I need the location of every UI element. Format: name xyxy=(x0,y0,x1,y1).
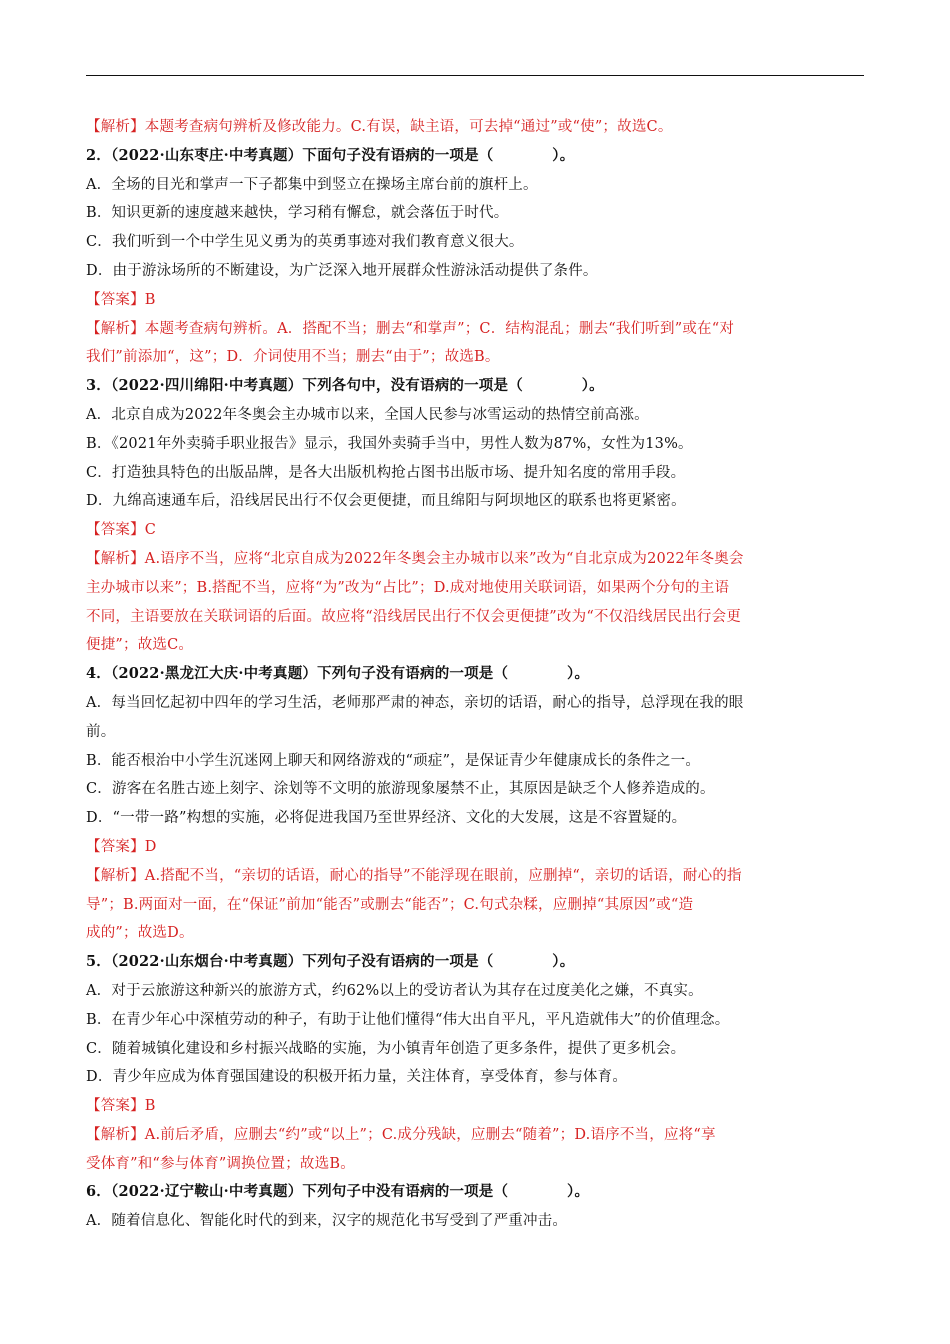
question-stem: 5．（2022·山东烟台·中考真题）下列句子没有语病的一项是（ ）。 xyxy=(86,953,575,971)
option-line: A．北京自成为2022年冬奥会主办城市以来，全国人民参与冰雪运动的热情空前高涨。 xyxy=(86,406,649,423)
answer-line: 便捷”；故选C。 xyxy=(86,637,194,654)
option-line: A．随着信息化、智能化时代的到来，汉字的规范化书写受到了严重冲击。 xyxy=(86,1213,568,1230)
question-stem: 6．（2022·辽宁鞍山·中考真题）下列句子中没有语病的一项是（ ）。 xyxy=(86,1183,590,1201)
answer-line: 受体育”和“参与体育”调换位置；故选B。 xyxy=(86,1155,355,1172)
answer-line: 【答案】C xyxy=(86,522,157,539)
answer-line: 不同，主语要放在关联词语的后面。故应将“沿线居民出行不仅会更便捷”改为“不仅沿线居民出行会更 xyxy=(86,608,741,625)
text-lines xyxy=(86,113,864,1236)
answer-line: 我们”前添加“，这”；D．介词使用不当；删去“由于”；故选B。 xyxy=(86,349,500,366)
answer-line: 主办城市以来”；B.搭配不当，应将“为”改为“占比”；D.成对地使用关联词语，如果两个分句的主语 xyxy=(86,579,730,596)
question-stem: 4．（2022·黑龙江大庆·中考真题）下列句子没有语病的一项是（ ）。 xyxy=(86,665,590,683)
answer-line: 【解析】A.搭配不当，“亲切的话语，耐心的指导”不能浮现在眼前，应删掉“，亲切的话语，耐心的指 xyxy=(86,867,742,884)
header-rule xyxy=(86,75,864,76)
answer-line: 导”；B.两面对一面，在“保证”前加“能否”或删去“能否”；C.句式杂糅，应删掉“其原因”或“造 xyxy=(86,896,694,913)
option-line: C．游客在名胜古迹上刻字、涂划等不文明的旅游现象屡禁不止，其原因是缺乏个人修养造成的。 xyxy=(86,781,715,798)
option-line: D．九绵高速通车后，沿线居民出行不仅会更便捷，而且绵阳与阿坝地区的联系也将更紧密。 xyxy=(86,493,686,510)
question-stem: 2．（2022·山东枣庄·中考真题）下面句子没有语病的一项是（ ）。 xyxy=(86,146,575,164)
option-line: B．在青少年心中深植劳动的种子，有助于让他们懂得“伟大出自平凡，平凡造就伟大”的价值理念。 xyxy=(86,1011,730,1028)
option-line: C．打造独具特色的出版品牌，是各大出版机构抢占图书出版市场、提升知名度的常用手段。 xyxy=(86,464,686,481)
option-line: A．每当回忆起初中四年的学习生活，老师那严肃的神态，亲切的话语，耐心的指导，总浮现在我的眼 xyxy=(86,694,744,711)
option-line: A．全场的目光和掌声一下子都集中到竖立在操场主席台前的旗杆上。 xyxy=(86,176,538,193)
option-line: D．青少年应成为体育强国建设的积极开拓力量，关注体育，享受体育，参与体育。 xyxy=(86,1069,628,1086)
option-line: C．我们听到一个中学生见义勇为的英勇事迹对我们教育意义很大。 xyxy=(86,234,524,251)
answer-line: 成的”；故选D。 xyxy=(86,925,194,942)
document-body xyxy=(86,113,864,1236)
answer-line: 【解析】A.语序不当，应将“北京自成为2022年冬奥会主办城市以来”改为“自北京成为2022年冬奥会 xyxy=(86,550,744,567)
option-line: D．由于游泳场所的不断建设，为广泛深入地开展群众性游泳活动提供了条件。 xyxy=(86,262,598,279)
option-line: 前。 xyxy=(86,723,116,740)
answer-line: 【答案】D xyxy=(86,838,157,855)
option-line: B．知识更新的速度越来越快，学习稍有懈怠，就会落伍于时代。 xyxy=(86,205,509,222)
option-line: D．“一带一路”构想的实施，必将促进我国乃至世界经济、文化的大发展，这是不容置疑的。 xyxy=(86,810,687,827)
question-stem: 3．（2022·四川绵阳·中考真题）下列各句中，没有语病的一项是（ ）。 xyxy=(86,377,604,395)
answer-line: 【答案】B xyxy=(86,291,156,308)
option-line: A．对于云旅游这种新兴的旅游方式，约62%以上的受访者认为其存在过度美化之嫌，不真实。 xyxy=(86,982,703,999)
option-line: B．《2021年外卖骑手职业报告》显示，我国外卖骑手当中，男性人数为87%，女性为13%。 xyxy=(86,435,693,452)
answer-line: 【解析】本题考查病句辨析。A．搭配不当；删去“和掌声”；C．结构混乱；删去“我们听到”或在“对 xyxy=(86,320,735,337)
option-line: C．随着城镇化建设和乡村振兴战略的实施，为小镇青年创造了更多条件，提供了更多机会。 xyxy=(86,1040,686,1057)
answer-line: 【解析】A.前后矛盾，应删去“约”或“以上”；C.成分残缺，应删去“随着”；D.语序不当，应将“享 xyxy=(86,1126,716,1143)
answer-line: 【解析】本题考查病句辨析及修改能力。C.有误，缺主语，可去掉“通过”或“使”；故选C。 xyxy=(86,119,673,135)
option-line: B．能否根治中小学生沉迷网上聊天和网络游戏的“顽症”，是保证青少年健康成长的条件之一。 xyxy=(86,752,701,769)
answer-line: 【答案】B xyxy=(86,1098,156,1115)
